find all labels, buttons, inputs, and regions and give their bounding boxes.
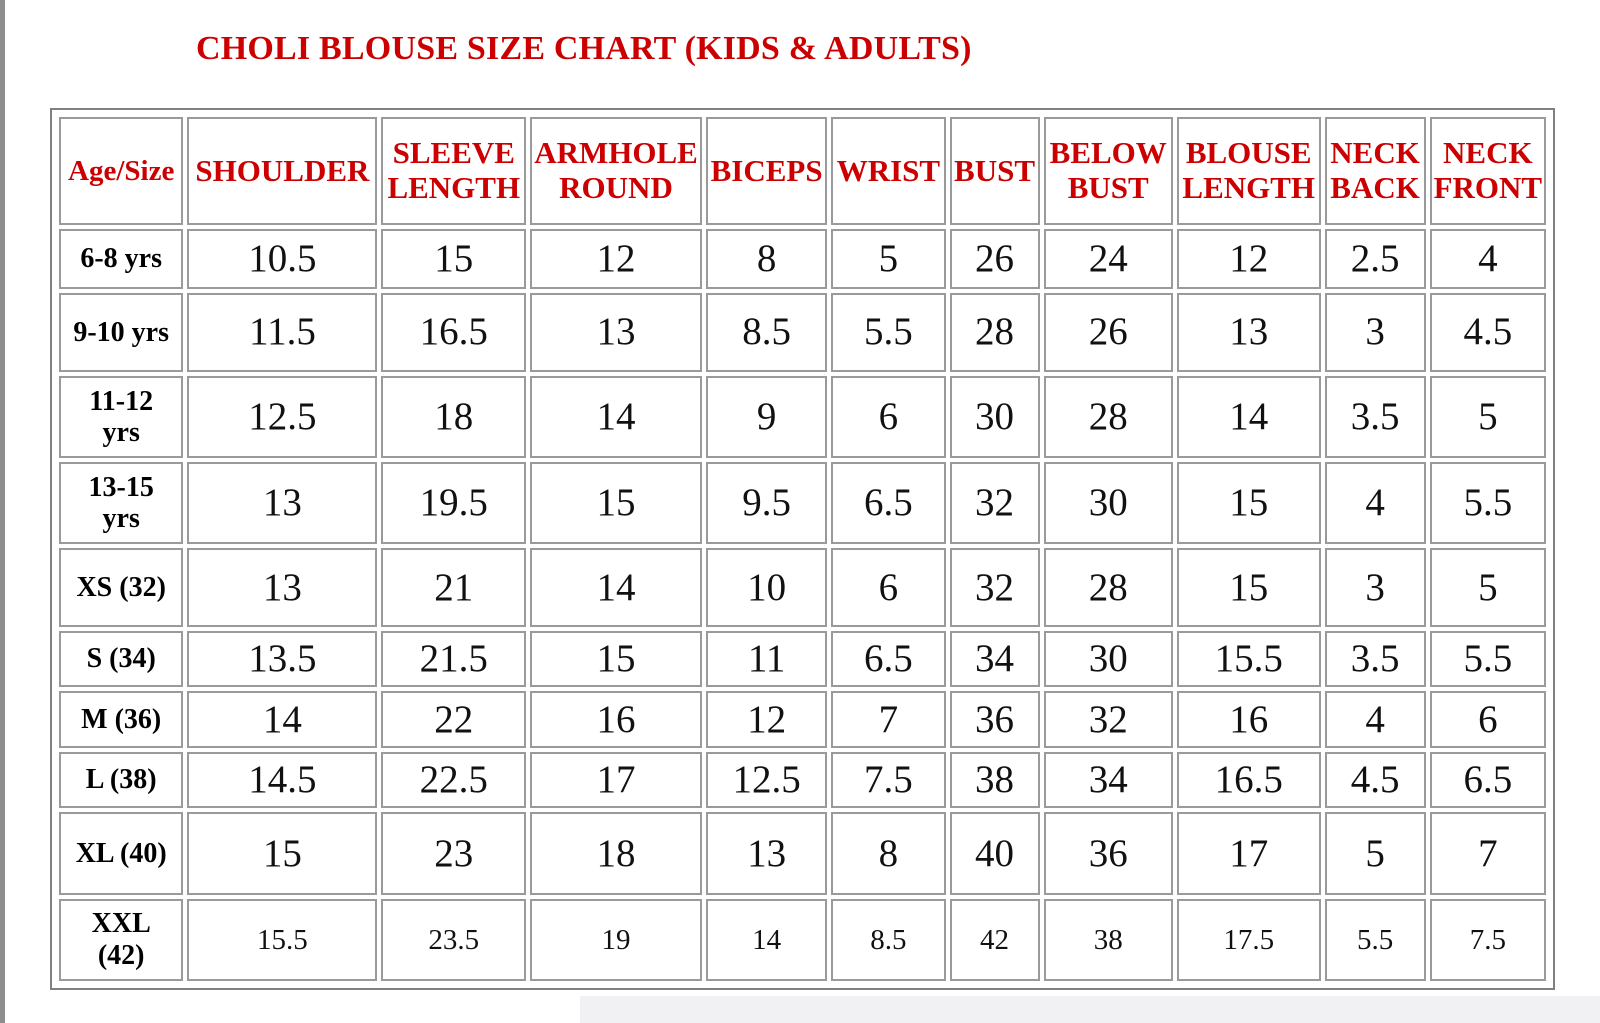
- size-row-xl-40: [59, 812, 1546, 894]
- cell-neck-back: 5.5: [1325, 899, 1426, 981]
- size-label: L (38): [85, 764, 157, 796]
- cell-sleeve-length: 21: [381, 548, 526, 626]
- row-size-label: [59, 812, 183, 894]
- cell-wrist: 8: [831, 812, 945, 894]
- size-chart-table: [55, 113, 1550, 985]
- size-label: 6-8 yrs: [80, 243, 163, 275]
- header-row: [59, 117, 1546, 225]
- cell-bust: 34: [950, 631, 1040, 688]
- size-label: XL (40): [75, 837, 167, 869]
- cell-biceps: 9.5: [706, 462, 827, 544]
- cell-armhole-round: 14: [530, 376, 702, 458]
- row-size-label: [59, 293, 183, 372]
- size-chart-frame: [50, 108, 1555, 990]
- header-label-line2: ROUND: [559, 170, 673, 205]
- cell-blouse-length: 16: [1177, 691, 1321, 748]
- cell-shoulder: 13: [187, 548, 377, 626]
- cell-blouse-length: 15: [1177, 462, 1321, 544]
- header-label: ARMHOLE: [534, 135, 698, 171]
- cell-neck-front: 4.5: [1430, 293, 1546, 372]
- size-row-s-34: [59, 631, 1546, 688]
- header-age-size: [59, 117, 183, 225]
- header-sleeve-length: [381, 117, 526, 225]
- page-title: CHOLI BLOUSE SIZE CHART (KIDS & ADULTS): [196, 30, 972, 67]
- cell-neck-front: 5.5: [1430, 462, 1546, 544]
- cell-blouse-length: 17: [1177, 812, 1321, 894]
- cell-bust: 32: [950, 548, 1040, 626]
- header-label: Age/Size: [68, 154, 175, 187]
- cell-shoulder: 11.5: [187, 293, 377, 372]
- cell-armhole-round: 19: [530, 899, 702, 981]
- cell-sleeve-length: 22.5: [381, 752, 526, 809]
- header-wrist: [831, 117, 945, 225]
- cell-biceps: 9: [706, 376, 827, 458]
- cell-blouse-length: 16.5: [1177, 752, 1321, 809]
- header-label-line2: LENGTH: [387, 170, 521, 205]
- header-shoulder: [187, 117, 377, 225]
- cell-biceps: 8: [706, 229, 827, 289]
- cell-biceps: 12.5: [706, 752, 827, 809]
- size-label: 11-12: [89, 385, 154, 417]
- cell-wrist: 5: [831, 229, 945, 289]
- cell-shoulder: 15: [187, 812, 377, 894]
- cell-below-bust: 32: [1044, 691, 1173, 748]
- cell-neck-back: 3.5: [1325, 376, 1426, 458]
- header-label-line2: BACK: [1330, 170, 1420, 205]
- size-row-xxl-42: [59, 899, 1546, 981]
- cell-neck-back: 2.5: [1325, 229, 1426, 289]
- cell-armhole-round: 18: [530, 812, 702, 894]
- size-row-11-12-yrs: [59, 376, 1546, 458]
- header-label: BICEPS: [710, 152, 823, 188]
- size-row-l-38: [59, 752, 1546, 809]
- cell-below-bust: 30: [1044, 462, 1173, 544]
- row-size-label: [59, 229, 183, 289]
- size-label-line2: yrs: [102, 503, 140, 535]
- cell-bust: 38: [950, 752, 1040, 809]
- cell-neck-front: 7.5: [1430, 899, 1546, 981]
- cell-bust: 42: [950, 899, 1040, 981]
- cell-biceps: 12: [706, 691, 827, 748]
- cell-bust: 28: [950, 293, 1040, 372]
- header-biceps: [706, 117, 827, 225]
- header-label: BELOW: [1049, 135, 1167, 171]
- cell-biceps: 14: [706, 899, 827, 981]
- cell-sleeve-length: 15: [381, 229, 526, 289]
- cell-neck-back: 4: [1325, 691, 1426, 748]
- size-row-xs-32: [59, 548, 1546, 626]
- size-label: 9-10 yrs: [73, 316, 170, 348]
- size-label-line2: (42): [97, 939, 145, 971]
- cell-armhole-round: 16: [530, 691, 702, 748]
- header-below-bust: [1044, 117, 1173, 225]
- cell-wrist: 6.5: [831, 631, 945, 688]
- cell-shoulder: 13: [187, 462, 377, 544]
- cell-wrist: 7.5: [831, 752, 945, 809]
- cell-sleeve-length: 23: [381, 812, 526, 894]
- cell-armhole-round: 14: [530, 548, 702, 626]
- cell-biceps: 11: [706, 631, 827, 688]
- row-size-label: [59, 631, 183, 688]
- cell-blouse-length: 13: [1177, 293, 1321, 372]
- cell-shoulder: 10.5: [187, 229, 377, 289]
- header-label: BLOUSE: [1185, 135, 1312, 171]
- size-row-6-8-yrs: [59, 229, 1546, 289]
- header-label-line2: LENGTH: [1182, 170, 1316, 205]
- cell-blouse-length: 12: [1177, 229, 1321, 289]
- cell-blouse-length: 15.5: [1177, 631, 1321, 688]
- cell-shoulder: 14: [187, 691, 377, 748]
- header-label: SLEEVE: [392, 135, 515, 171]
- cell-bust: 30: [950, 376, 1040, 458]
- cell-biceps: 13: [706, 812, 827, 894]
- size-label-line2: yrs: [102, 417, 140, 448]
- cell-wrist: 6: [831, 376, 945, 458]
- header-neck-back: [1325, 117, 1426, 225]
- cell-sleeve-length: 22: [381, 691, 526, 748]
- cell-shoulder: 14.5: [187, 752, 377, 809]
- cell-armhole-round: 17: [530, 752, 702, 809]
- cell-neck-front: 6: [1430, 691, 1546, 748]
- header-bust: [950, 117, 1040, 225]
- header-label-line2: FRONT: [1433, 170, 1543, 205]
- header-armhole-round: [530, 117, 702, 225]
- row-size-label: [59, 691, 183, 748]
- size-row-m-36: [59, 691, 1546, 748]
- cell-wrist: 8.5: [831, 899, 945, 981]
- size-label: 13-15: [88, 471, 154, 503]
- cell-sleeve-length: 18: [381, 376, 526, 458]
- row-size-label: [59, 752, 183, 809]
- header-neck-front: [1430, 117, 1546, 225]
- cell-sleeve-length: 16.5: [381, 293, 526, 372]
- cell-bust: 26: [950, 229, 1040, 289]
- header-blouse-length: [1177, 117, 1321, 225]
- row-size-label: [59, 899, 183, 981]
- cell-blouse-length: 17.5: [1177, 899, 1321, 981]
- row-size-label: [59, 548, 183, 626]
- cell-biceps: 10: [706, 548, 827, 626]
- header-label: NECK: [1443, 135, 1533, 171]
- cell-armhole-round: 15: [530, 462, 702, 544]
- cell-armhole-round: 15: [530, 631, 702, 688]
- cell-below-bust: 28: [1044, 548, 1173, 626]
- header-label: WRIST: [836, 152, 941, 188]
- cell-neck-front: 5.5: [1430, 631, 1546, 688]
- table-body: [59, 229, 1546, 981]
- cell-sleeve-length: 21.5: [381, 631, 526, 688]
- cell-armhole-round: 12: [530, 229, 702, 289]
- cell-sleeve-length: 19.5: [381, 462, 526, 544]
- cell-neck-back: 3: [1325, 293, 1426, 372]
- cell-armhole-round: 13: [530, 293, 702, 372]
- cell-bust: 40: [950, 812, 1040, 894]
- cell-blouse-length: 14: [1177, 376, 1321, 458]
- cell-neck-back: 3: [1325, 548, 1426, 626]
- cell-neck-back: 4.5: [1325, 752, 1426, 809]
- cell-neck-back: 4: [1325, 462, 1426, 544]
- header-label: SHOULDER: [195, 152, 370, 188]
- cell-neck-front: 6.5: [1430, 752, 1546, 809]
- cell-bust: 32: [950, 462, 1040, 544]
- header-label: BUST: [954, 152, 1036, 188]
- cell-shoulder: 12.5: [187, 376, 377, 458]
- cell-neck-back: 5: [1325, 812, 1426, 894]
- size-label: XXL: [91, 908, 151, 940]
- cell-below-bust: 30: [1044, 631, 1173, 688]
- header-label: NECK: [1330, 135, 1420, 171]
- cell-neck-front: 4: [1430, 229, 1546, 289]
- size-label: XS (32): [76, 571, 166, 603]
- cell-neck-front: 5: [1430, 376, 1546, 458]
- row-size-label: [59, 376, 183, 458]
- size-row-13-15-yrs: [59, 462, 1546, 544]
- cell-shoulder: 13.5: [187, 631, 377, 688]
- row-size-label: [59, 462, 183, 544]
- cell-neck-front: 7: [1430, 812, 1546, 894]
- left-edge-rule: [0, 0, 5, 1023]
- cell-below-bust: 38: [1044, 899, 1173, 981]
- bottom-background-band: [580, 996, 1600, 1023]
- cell-below-bust: 26: [1044, 293, 1173, 372]
- cell-wrist: 7: [831, 691, 945, 748]
- size-row-9-10-yrs: [59, 293, 1546, 372]
- header-label-line2: BUST: [1067, 170, 1149, 205]
- cell-shoulder: 15.5: [187, 899, 377, 981]
- cell-bust: 36: [950, 691, 1040, 748]
- cell-wrist: 6.5: [831, 462, 945, 544]
- cell-below-bust: 34: [1044, 752, 1173, 809]
- cell-below-bust: 24: [1044, 229, 1173, 289]
- size-label: M (36): [81, 703, 162, 735]
- cell-neck-front: 5: [1430, 548, 1546, 626]
- cell-wrist: 5.5: [831, 293, 945, 372]
- cell-below-bust: 36: [1044, 812, 1173, 894]
- cell-neck-back: 3.5: [1325, 631, 1426, 688]
- cell-biceps: 8.5: [706, 293, 827, 372]
- cell-blouse-length: 15: [1177, 548, 1321, 626]
- cell-below-bust: 28: [1044, 376, 1173, 458]
- cell-sleeve-length: 23.5: [381, 899, 526, 981]
- cell-wrist: 6: [831, 548, 945, 626]
- size-label: S (34): [86, 643, 156, 675]
